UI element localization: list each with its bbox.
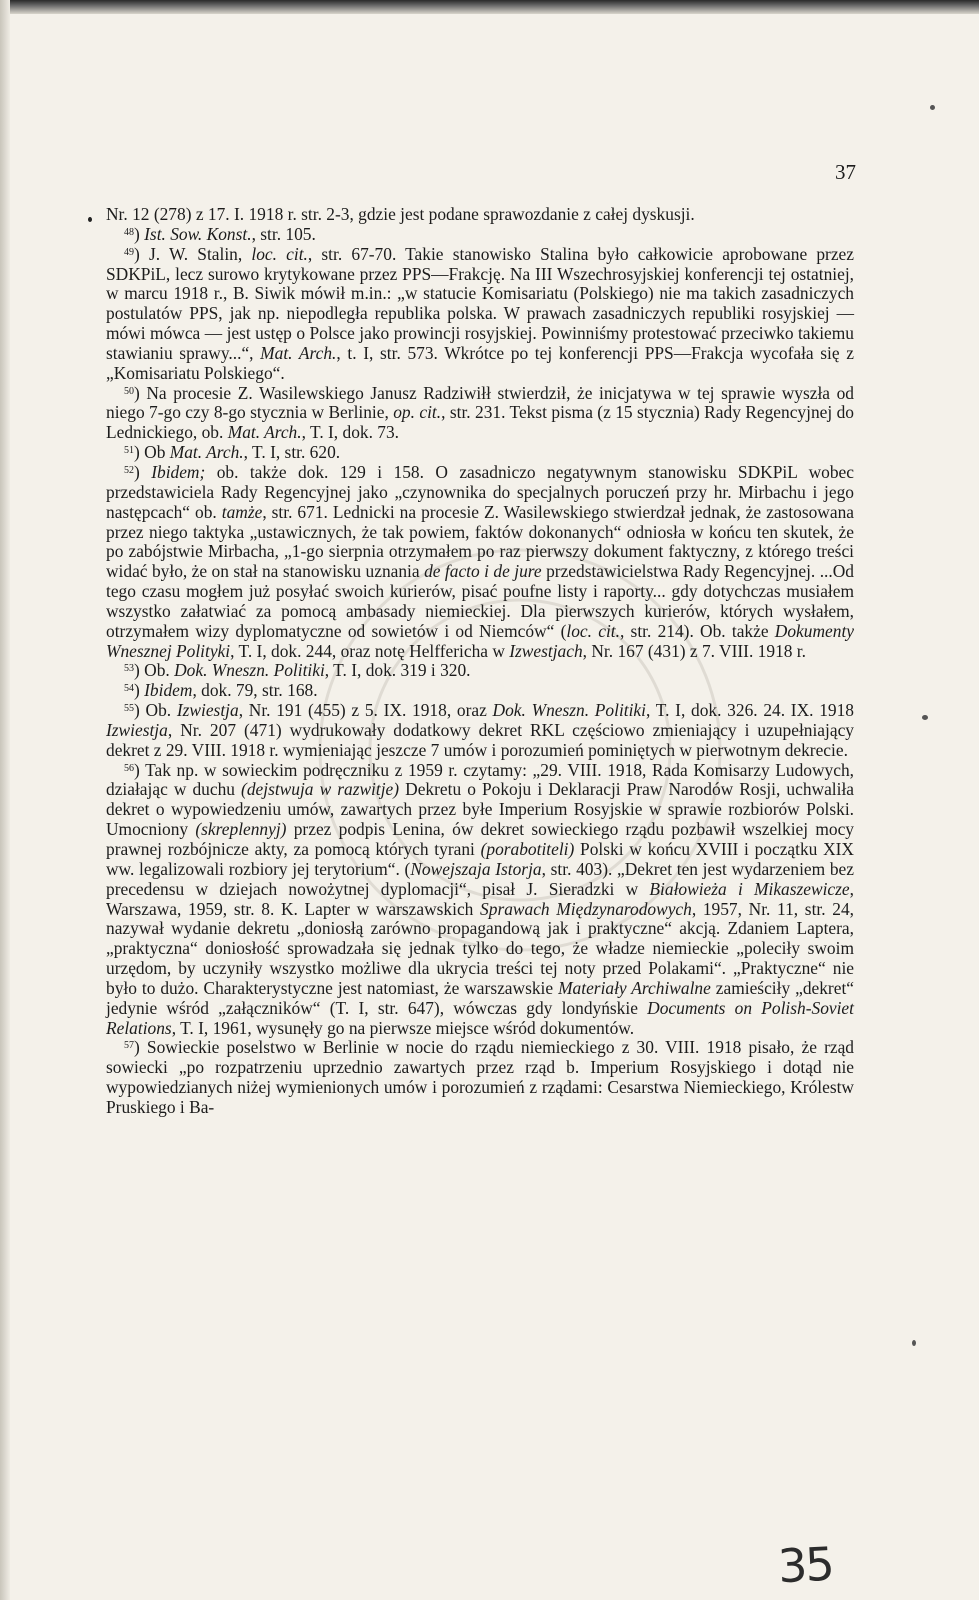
footnote-number: 52 [124,464,134,476]
italic-citation: Mat. Arch. [260,342,337,363]
footnote-49 [106,245,854,384]
margin-speck [930,105,935,110]
footnote-text: , str. 214). Ob. także [619,620,775,641]
footnote-57 [106,1038,854,1117]
footnote-continuation [106,205,854,225]
italic-citation: (dejstwuja w razwitje) [241,779,400,800]
italic-citation: Ibidem; [151,461,206,482]
italic-citation: Materiały Archiwalne [558,977,711,998]
italic-citation: Dok. Wneszn. Politiki [492,700,646,721]
italic-citation: Mat. Arch. [169,442,244,463]
footnote-number: 53 [124,663,134,675]
footnote-text: przez podpis Lenina, ów dekret sowieckiego rządu pozbawił wszelkiej mocy prawnej rozbójnicze akty, za pomocą których tyrani [106,819,854,859]
footnote-text: , Nr. 207 (471) wydrukowały dodatkowy dekret RKL częściowo zmieniający i uzupełniający dekret z 29. VIII. 1918 r. wymieniając jeszcze 7 umów i porozumień pominiętych w pierwotnym dekrecie. [106,719,854,760]
footnote-text: ob. także dok. 129 i 158. O zasadniczo negatywnym stanowisku SDKPiL wobec przedstawiciela Rady Regencyjnej jako „czynownika do specjalnych poruczeń przy hr. Mirbachu i jego następcach“ ob. [106,461,854,522]
footnote-number: 50 [124,385,134,397]
italic-citation: loc. cit. [566,620,620,641]
footnote-text: Nr. 12 (278) z 17. I. 1918 r. str. 2-3, gdzie jest podane sprawozdanie z całej dyskusji. [106,204,695,224]
footnote-text: , dok. 79, str. 168. [192,680,318,701]
italic-citation: Mat. Arch. [227,422,302,443]
footnote-text: Dekretu o Pokoju i Deklaracji Praw Narodów Rosji, uchwaliła dekret o wypowiedzeniu umów, zawartych przez byłe Imperium Rosyjskie w sprawie rozbiorów Polski. Umocniony [106,779,855,840]
footnote-text: , Nr. 191 (455) z 5. IX. 1918, oraz [238,700,493,721]
italic-citation: (porabotiteli) [480,839,575,859]
italic-citation: de facto i de jure [424,561,542,582]
footnote-52 [106,463,854,661]
italic-citation: op. cit. [393,402,442,423]
footnote-text: ) [134,461,152,482]
footnote-text: , T. I, dok. 326. 24. IX. 1918 [646,700,854,721]
footnote-text: , 1957, Nr. 11, str. 24, nazywał wydanie dekretu „doniosłą zarówno propagandową jak i praktyczne“ akcją. Zdaniem Laptera, „praktyczna“ doniosłość sprowadzała się jednak tylko do tego, że władze niemieckie „poleciły swoim urzędom, by uczyniły wszystko możliwe dla ukrycia treści tej noty przed Polakami“. „Praktyczne“ nie było to dużo. Charakterystyczne jest natomiast, że warszawskie [106,898,854,998]
italic-citation: tamże [221,501,263,522]
footnote-number: 49 [124,246,134,258]
footnote-text: , T. I, str. 620. [243,442,341,463]
italic-citation: Dokumenty Wnesznej Polityki [106,620,854,661]
margin-mark [88,217,92,222]
footnote-text: ) [134,680,145,701]
footnote-text: , Warszawa, 1959, str. 8. K. Lapter w warszawskich [106,878,854,919]
footnote-number: 56 [124,762,134,774]
footnote-number: 55 [124,703,134,715]
footnote-text: , str. 671. Lednicki na procesie Z. Wasilewskiego stwierdzał jednak, że zastosowana przez niego taktyka „ustawicznych, że tak powiem, faktów dokonanych“ odniosła w końcu ten skutek, że po zabójstwie Mirbacha, „1-go sierpnia otrzymałem po raz pierwszy dokument faktyczny, z którego treści widać było, że on stał na stanowisku uznania [106,501,854,582]
footnote-text: ) Ob. [134,660,175,681]
italic-citation: Izwiestja [106,719,168,740]
footnote-50 [106,384,854,444]
footnote-text: ) Ob. [134,700,177,721]
margin-speck [912,1340,916,1346]
footnote-54 [106,681,854,701]
italic-citation: Izwiestja [176,700,239,721]
footnote-text: , str. 67-70. Takie stanowisko Stalina było całkowicie aprobowane przez SDKPiL, lecz surowo krytykowane przez PPS—Frakcję. Na III Wszechrosyjskiej konferencji tej ostatniej, w marcu 1918 r., B. Siwik mówił m.in.: „w statucie Komisariatu (Polskiego) nie ma takich zasadniczych postulatów PPS, jak np. niepodległa republika polska. W prawach zasadniczych republiki rosyjskiej — mówi mówca — jest ustęp o Polsce jako prowincji rosyjskiej. Powinniśmy protestować przeciwko takiemu stawianiu sprawy...“, [106,243,854,363]
footnote-text: , t. I, str. 573. Wkrótce po tej konferencji PPS—Frakcja wycofała się z „Komisariatu Polskiego“. [106,342,854,383]
footnote-text: , str. 105. [251,223,316,244]
page-number: 37 [835,160,856,184]
footnote-number: 48 [124,226,134,238]
handwritten-page-number: 35 [776,1536,834,1594]
footnote-text: Polski w końcu XVIII i początku XIX ww. legalizowali rozbiory jej terytorium“. ( [106,839,854,879]
footnote-text: , T. I, dok. 319 i 320. [324,660,471,681]
italic-citation: Documents on Polish-Soviet Relations [106,997,854,1038]
footnote-text: ) Sowieckie poselstwo w Berlinie w nocie do rządu niemieckiego z 30. VIII. 1918 pisało, że rząd sowiecki „po rozpatrzeniu uprzednio zawartych przez rząd b. Imperium Rosyjskiego i dotąd nie wypowiedzianych niżej wymienionych umów i porozumień z rządami: Cesarstwa Niemieckiego, Królestw Pruskiego i Ba- [106,1037,854,1117]
footnote-56 [106,761,854,1039]
footnote-text: zamieściły „dekret“ jedynie wśród „załączników“ (T. I, str. 647), wówczas gdy londyńskie [106,977,854,1018]
footnote-text: ) Tak np. w sowieckim podręczniku z 1959 r. czytamy: „29. VIII. 1918, Rada Komisarzy Ludowych, działając w duchu [106,759,854,800]
italic-citation: Nowejszaja Istorja [410,858,542,879]
footnotes-block [106,205,854,1118]
footnote-text: , str. 231. Tekst pisma (z 15 stycznia) Rady Regencyjnej do Lednickiego, ob. [106,402,854,443]
footnote-text: , T. I, dok. 244, oraz notę Helffericha w [230,640,510,661]
footnote-text: przedstawicielstwa Rady Regencyjnej. ...Od tego czasu mogłem już posyłać swoich kurierów, pisać poufne listy i raporty... gdy dotychczas musiałem wszystko załatwiać za pomocą ambasady niemieckiej. Dla pierwszych kurierów, których wysłałem, otrzymałem wizy dyplomatyczne od sowietów i od Niemców“ ( [106,561,854,641]
italic-citation: Białowieża i Mikaszewicze [649,878,850,899]
footnote-number: 57 [124,1040,134,1052]
footnote-text: , T. I, 1961, wysunęły go na pierwsze miejsce wśród dokumentów. [171,1017,635,1038]
footnote-text: , Nr. 167 (431) z 7. VIII. 1918 r. [582,640,806,661]
footnote-text: ) J. W. Stalin, [134,243,252,264]
footnote-text: , str. 403). „Dekret ten jest wydarzeniem bez precedensu w dziejach nowożytnej dyplomacji“, pisał J. Sieradzki w [106,858,854,899]
footnote-text: ) Na procesie Z. Wasilewskiego Janusz Radziwiłł stwierdził, że inicjatywa w tej sprawie wyszła od niego 7-go czy 8-go stycznia w Berlinie, [106,382,854,423]
italic-citation: Izwestjach [509,640,583,661]
footnote-number: 51 [124,445,134,457]
footnote-text: , T. I, dok. 73. [301,422,400,443]
italic-citation: Ist. Sow. Konst. [144,223,252,244]
footnote-51 [106,443,854,463]
scan-border-left [0,0,10,1600]
footnote-number: 54 [124,683,134,695]
footnote-48 [106,225,854,245]
footnote-55 [106,701,854,761]
italic-citation: Ibidem [144,680,193,701]
italic-citation: loc. cit. [251,243,308,264]
footnote-53 [106,661,854,681]
italic-citation: (skreplennyj) [195,819,287,840]
italic-citation: Dok. Wneszn. Politiki [174,660,325,681]
footnote-text: ) Ob [134,442,170,463]
scan-border-top [0,0,979,14]
italic-citation: Sprawach Międzynarodowych [480,898,692,919]
margin-speck [922,715,928,720]
footnote-text: ) [134,223,145,244]
